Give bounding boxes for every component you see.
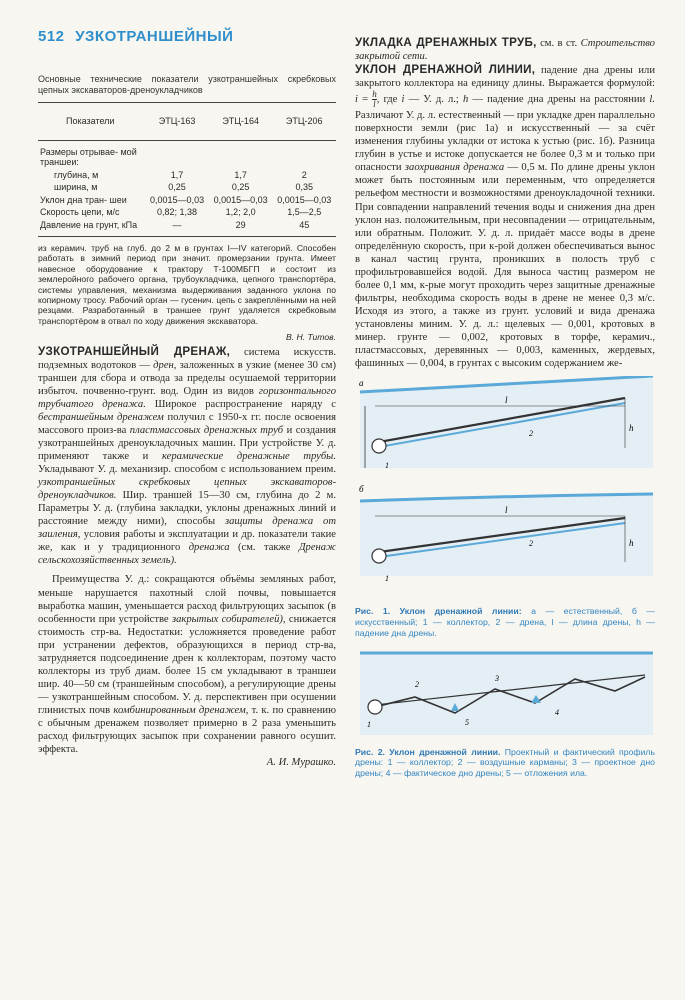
text-run: получил с 1950-х гг. после освоения массового произ-ва bbox=[38, 411, 336, 436]
table-cell: Давление на грунт, кПа bbox=[38, 219, 145, 237]
cross-reference[interactable]: дренажа bbox=[188, 542, 230, 554]
table-cell: 0,35 bbox=[295, 182, 313, 192]
cross-reference[interactable]: заохривания дренажа bbox=[404, 162, 505, 174]
table-row bbox=[38, 181, 336, 194]
panel-label-a: а bbox=[359, 378, 364, 389]
table-cell: 45 bbox=[272, 219, 336, 237]
table-note bbox=[38, 243, 336, 326]
cross-reference[interactable]: бестраншейным дренажем bbox=[38, 411, 164, 423]
caption-title: Рис. 1. Уклон дренажной линии: bbox=[355, 606, 522, 617]
caption-text: Проектный и фактический профиль дрены: 1 — коллектор; 2 — воздушные карманы; 3 — проектное дно дрены; 4 — фактическое дно дрены; 5 — отложения ила. bbox=[355, 746, 655, 779]
label-3: 3 bbox=[495, 673, 499, 683]
formula-var: i bbox=[401, 94, 405, 106]
collector-circle-b bbox=[372, 549, 386, 563]
text-run: — 0,5 м. По длине дрены уклон может быть постоянным или переменным, что определяется рельефом местности и возможностями дреноукладочной техники. При совпадении направлений течения воды и снижения дна дрен уклон наз. положительным, при несовпадении — отрицательным, или обратным. Положит. У. д. л. придаёт массе воды в дрене определённую скорость, при к-рой должен обеспечиваться вынос в канал частиц грунта, проникших в полость труб с профильтровавшейся водой. Для выноса частиц размером не более 0,1 мм, к-рые могут проходить через защитные дренажные фильтры, необходима скорость воды в дрене не менее 0,3 м/с. Исходя из этого, а также из грунт. условий и вида дренажа установлены миним. У. д. л.: щелевых — 0,001, кротовых в минер. грунте — 0,002, кротовых в торфе, керамич., пластмассовых, деревянных — 0,003, каменных, жердевых, фашинных — 0,004, в грунтах с высоким содержанием же- bbox=[355, 162, 655, 370]
article-uklon-drenazhnoy-linii bbox=[355, 63, 655, 370]
text-run: Широкое распространение наряду с bbox=[154, 398, 336, 410]
cross-reference[interactable]: керамические дренажные трубы. bbox=[161, 451, 336, 463]
text-run: Преимущества У. д.: сокращаются объёмы земляных работ, меньше нарушается пахотный слой почвы, повышается выработка машин, уменьшается расход фильтрующих засыпок (в особенности при устройстве bbox=[38, 574, 336, 625]
label-2: 2 bbox=[529, 539, 533, 549]
formula-sign: = bbox=[362, 94, 369, 106]
formula-var: i bbox=[355, 94, 358, 106]
text-run: снижается стоимость стр-ва. Недостатки: усложняется проведение работ при устранении дефектов, образующихся в период стр-ва, затрудняется подсоединение дрен к коллекторам, поэтому часто коллекторы из труб диам. более 15 см укладывают в траншеи шир. 40—50 см (траншейным способом), а регулирующие дрены — узкотраншейным способом. У. д. перспективен при осушении глинистых почв bbox=[38, 613, 336, 716]
text-run: (см. также bbox=[237, 542, 291, 554]
xref-entry bbox=[355, 36, 655, 63]
text-run: Различают У. д. л. естественный — при укладке дрен параллельно поверхности земли (рис 1а) и искусственный — за счёт изменения глубины укладки от истока к устью (рис. 1б). Разница глубин в устье и истоке допускается не более 0,3 м и только при опасности bbox=[355, 110, 655, 174]
cross-reference[interactable]: Дренаж сельскохозяйственных земель). bbox=[38, 542, 336, 567]
table-header: Показатели bbox=[38, 103, 145, 141]
cross-reference[interactable]: Строительство закрытой сети. bbox=[355, 38, 655, 63]
table-cell: 1,7 bbox=[234, 169, 247, 180]
cross-reference[interactable]: комбинированным дренажем, bbox=[113, 704, 249, 716]
label-h: h bbox=[629, 423, 634, 434]
cross-reference[interactable]: пластмассовых дренажных труб bbox=[129, 424, 284, 436]
figure-2 bbox=[355, 645, 655, 779]
text-run: система искусств. подземных водотоков — bbox=[38, 346, 336, 371]
label-h: h bbox=[629, 538, 634, 549]
label-2: 2 bbox=[529, 429, 533, 439]
article-paragraph bbox=[38, 573, 336, 756]
article-title: УЗКОТРАНШЕЙНЫЙ ДРЕНАЖ, bbox=[38, 344, 231, 358]
text-run: падение дна дрены или закрытого коллектора на единицу длины. Выражается формулой: bbox=[355, 65, 655, 90]
article-author: А. И. Мурашко. bbox=[266, 757, 336, 769]
table-header: ЭТЦ-164 bbox=[209, 103, 273, 141]
table-header: ЭТЦ-163 bbox=[145, 103, 209, 141]
table-cell: Скорость цепи, м/с bbox=[40, 207, 120, 217]
article-uzkotransheyny-drenazh bbox=[38, 345, 336, 568]
cross-reference[interactable]: узкотраншейных скребковых цепных экскаваторов-дреноукладчиков. bbox=[38, 477, 336, 502]
table-cell: 1,2; 2,0 bbox=[225, 207, 256, 217]
label-1: 1 bbox=[385, 574, 389, 584]
figure-1-caption bbox=[355, 606, 655, 638]
table-cell: Размеры отрывае- мой траншеи: bbox=[40, 146, 137, 167]
figure-2-drawing bbox=[355, 645, 655, 741]
left-column bbox=[38, 66, 336, 769]
caption-text: а — естественный, б — искусственный; 1 — коллектор, 2 — дрена, l — длина дрены, h — падение дна дрены. bbox=[355, 606, 655, 638]
panel-label-b: б bbox=[359, 484, 364, 495]
table-header-row bbox=[38, 103, 336, 141]
table-cell: 0,0015—0,03 bbox=[213, 194, 268, 205]
table-cell bbox=[272, 140, 336, 169]
text-run: — У. д. л.; bbox=[408, 94, 459, 106]
figure-1-drawing bbox=[355, 376, 655, 600]
figure-1 bbox=[355, 376, 655, 638]
article-title: УКЛОН ДРЕНАЖНОЙ ЛИНИИ, bbox=[355, 63, 536, 77]
label-5: 5 bbox=[465, 717, 469, 727]
text-run: — падение дна дрены на расстоянии bbox=[472, 94, 646, 106]
table-row bbox=[38, 206, 336, 219]
figure-2-caption bbox=[355, 747, 655, 779]
text-run: см. в ст. bbox=[540, 38, 578, 49]
label-l: l bbox=[505, 505, 508, 516]
spec-table bbox=[38, 102, 336, 237]
xref-title: УКЛАДКА ДРЕНАЖНЫХ ТРУБ, bbox=[355, 36, 537, 49]
right-column bbox=[355, 36, 655, 779]
table-row bbox=[38, 169, 336, 182]
table-row bbox=[38, 140, 336, 169]
table-cell: — bbox=[145, 219, 209, 237]
ground-fill bbox=[360, 653, 653, 735]
table-cell: глубина, м bbox=[54, 169, 99, 180]
collector-circle-a bbox=[372, 439, 386, 453]
label-l: l bbox=[505, 395, 508, 406]
formula-var: h bbox=[462, 94, 469, 106]
page-number: 512 bbox=[38, 28, 65, 45]
text-run: и создания узкотраншейных дреноукладочных машин. При устройстве У. д. применяют также и bbox=[38, 424, 337, 463]
table-note-author: В. Н. Титов. bbox=[286, 332, 336, 343]
cross-reference[interactable]: защиты дренажа от заиления, bbox=[38, 516, 336, 541]
table-cell: 29 bbox=[209, 219, 273, 237]
table-cell: 1,7 bbox=[170, 169, 184, 180]
table-cell: 0,0015—0,03 bbox=[150, 194, 205, 205]
label-4: 4 bbox=[555, 707, 559, 717]
cross-reference[interactable]: дрен, bbox=[153, 359, 177, 371]
formula-numerator: h bbox=[372, 89, 377, 100]
table-cell: 0,82; 1,38 bbox=[157, 207, 198, 217]
table-cell: ширина, м bbox=[54, 182, 98, 192]
formula-denominator: l bbox=[373, 99, 376, 110]
collector-circle bbox=[368, 700, 382, 714]
text-run: условия работы и эксплуатации и др. показатели такие же, как и у традиционного bbox=[38, 529, 336, 554]
table-cell: 0,25 bbox=[231, 182, 250, 192]
label-2: 2 bbox=[415, 679, 419, 689]
table-row bbox=[38, 219, 336, 237]
table-note-text: из керамич. труб на глуб. до 2 м в грунтах I—IV категорий. Способен работать в зимний период при значит. промерзании грунта. Имеет навесное оборудование к трактору Т-100МБГП и состоит из землеройного рабочего органа, трубоукладчика, цепного транспортёра, системы управления, механизма выдерживания заданного уклона по копирному тросу. Рабочий орган — гусенич. цепь с закреплёнными на ней резцами. Разработанный в траншее грунт удаляется скребковым транспортёром в отвал по ходу движения экскаватора. bbox=[38, 243, 336, 326]
label-1: 1 bbox=[367, 719, 371, 729]
table-cell bbox=[145, 140, 209, 169]
table-cell: 0,25 bbox=[168, 182, 186, 192]
table-cell: 2 bbox=[301, 169, 307, 180]
table-caption: Основные технические показатели узкотраншейных скребковых цепных экскаваторов-дреноукладчиков bbox=[38, 74, 336, 95]
text-run: заложенных в узкие (менее 30 см) траншеи для сбора и отвода за пределы осушаемой территории избыточ. почвенно-грунт. вод. Один из видов bbox=[38, 359, 336, 397]
table-cell bbox=[209, 140, 273, 169]
text-run: Шир. траншей 15—30 см, глубина до 2 м. Параметры У. д. (глубина закладки, уклоны дренажных линий и расстояние между ними), способы bbox=[38, 490, 336, 528]
formula-var: l. bbox=[649, 94, 655, 106]
cross-reference[interactable]: горизонтального трубчатого дренажа. bbox=[38, 385, 336, 410]
page-header bbox=[38, 28, 233, 45]
text-run: т. к. по сравнению с обычным дренажем позволяет примерно в 2 раза уменьшить расход фильтрующих засыпок при сохранении равного осушит. эффекта. bbox=[38, 704, 336, 756]
text-run: Укладывают У. д. механизир. способом с использованием преим. bbox=[38, 464, 336, 476]
table-row bbox=[38, 194, 336, 207]
table-cell: 1,5—2,5 bbox=[287, 207, 322, 217]
label-1: 1 bbox=[385, 461, 389, 471]
table-cell: Уклон дна тран- шеи bbox=[40, 194, 127, 205]
running-title: УЗКОТРАНШЕЙНЫЙ bbox=[75, 28, 234, 45]
table-header: ЭТЦ-206 bbox=[272, 103, 336, 141]
caption-title: Рис. 2. Уклон дренажной линии. bbox=[355, 746, 501, 757]
table-cell: 0,0015—0,03 bbox=[277, 194, 332, 205]
cross-reference[interactable]: закрытых собирателей), bbox=[171, 613, 286, 625]
text-run: , где bbox=[376, 94, 398, 106]
